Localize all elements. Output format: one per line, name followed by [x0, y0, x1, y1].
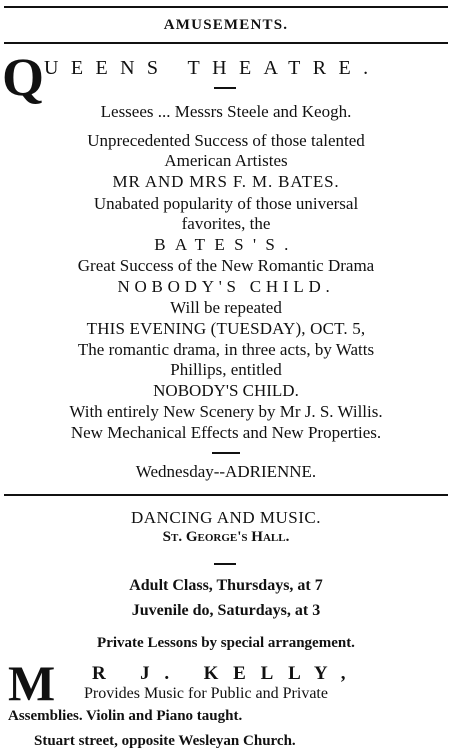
ad-line-7: Great Success of the New Romantic Drama	[77, 256, 375, 275]
theatre-title: UEENS THEATRE.	[44, 57, 381, 79]
ad-line-14: With entirely New Scenery by Mr J. S. Willis.	[69, 402, 383, 421]
ad-line-2: American Artistes	[164, 151, 288, 170]
ad-line-15: New Mechanical Effects and New Properties.	[70, 423, 382, 442]
lessees-line: Lessees ... Messrs Steele and Keogh.	[100, 102, 352, 121]
section-divider	[4, 494, 448, 496]
section-heading: AMUSEMENTS.	[163, 17, 289, 33]
wednesday-line: Wednesday--ADRIENNE.	[135, 462, 317, 481]
section-rule	[4, 42, 448, 44]
adult-class-line: Adult Class, Thursdays, at 7	[129, 577, 323, 594]
top-rule	[4, 6, 448, 8]
ad-line-4: Unabated popularity of those universal	[93, 194, 359, 213]
ad-line-11: The romantic drama, in three acts, by Watts	[77, 340, 375, 359]
kelly-address: Stuart street, opposite Wesleyan Church.	[34, 733, 296, 749]
private-lessons-line: Private Lessons by special arrangement.	[97, 635, 355, 651]
kelly-line-1: Provides Music for Public and Private	[84, 685, 328, 702]
venue-line: St. George's Hall.	[162, 529, 290, 545]
kelly-line-2: Assemblies. Violin and Piano taught.	[8, 708, 243, 724]
juvenile-class-line: Juvenile do, Saturdays, at 3	[131, 602, 321, 619]
kelly-name: R J. KELLY,	[92, 663, 361, 684]
ad-line-12: Phillips, entitled	[170, 360, 282, 379]
ad-line-8: NOBODY'S CHILD.	[117, 277, 335, 296]
drop-cap-q: Q	[2, 47, 45, 107]
ad-line-13: NOBODY'S CHILD.	[153, 381, 299, 400]
ad-line-5: favorites, the	[181, 214, 271, 233]
title-underline	[214, 87, 236, 89]
dancing-title: DANCING AND MUSIC.	[130, 508, 322, 527]
ad-line-1: Unprecedented Success of those talented	[87, 131, 365, 150]
ad-line-10: THIS EVENING (TUESDAY), OCT. 5,	[86, 319, 366, 338]
separator-dash	[212, 452, 240, 454]
venue-underline	[214, 563, 236, 565]
drop-cap-m: M	[8, 655, 56, 711]
ad-line-3: MR AND MRS F. M. BATES.	[112, 172, 340, 191]
ad-line-9: Will be repeated	[170, 298, 282, 317]
ad-line-6: BATES'S.	[154, 235, 298, 254]
